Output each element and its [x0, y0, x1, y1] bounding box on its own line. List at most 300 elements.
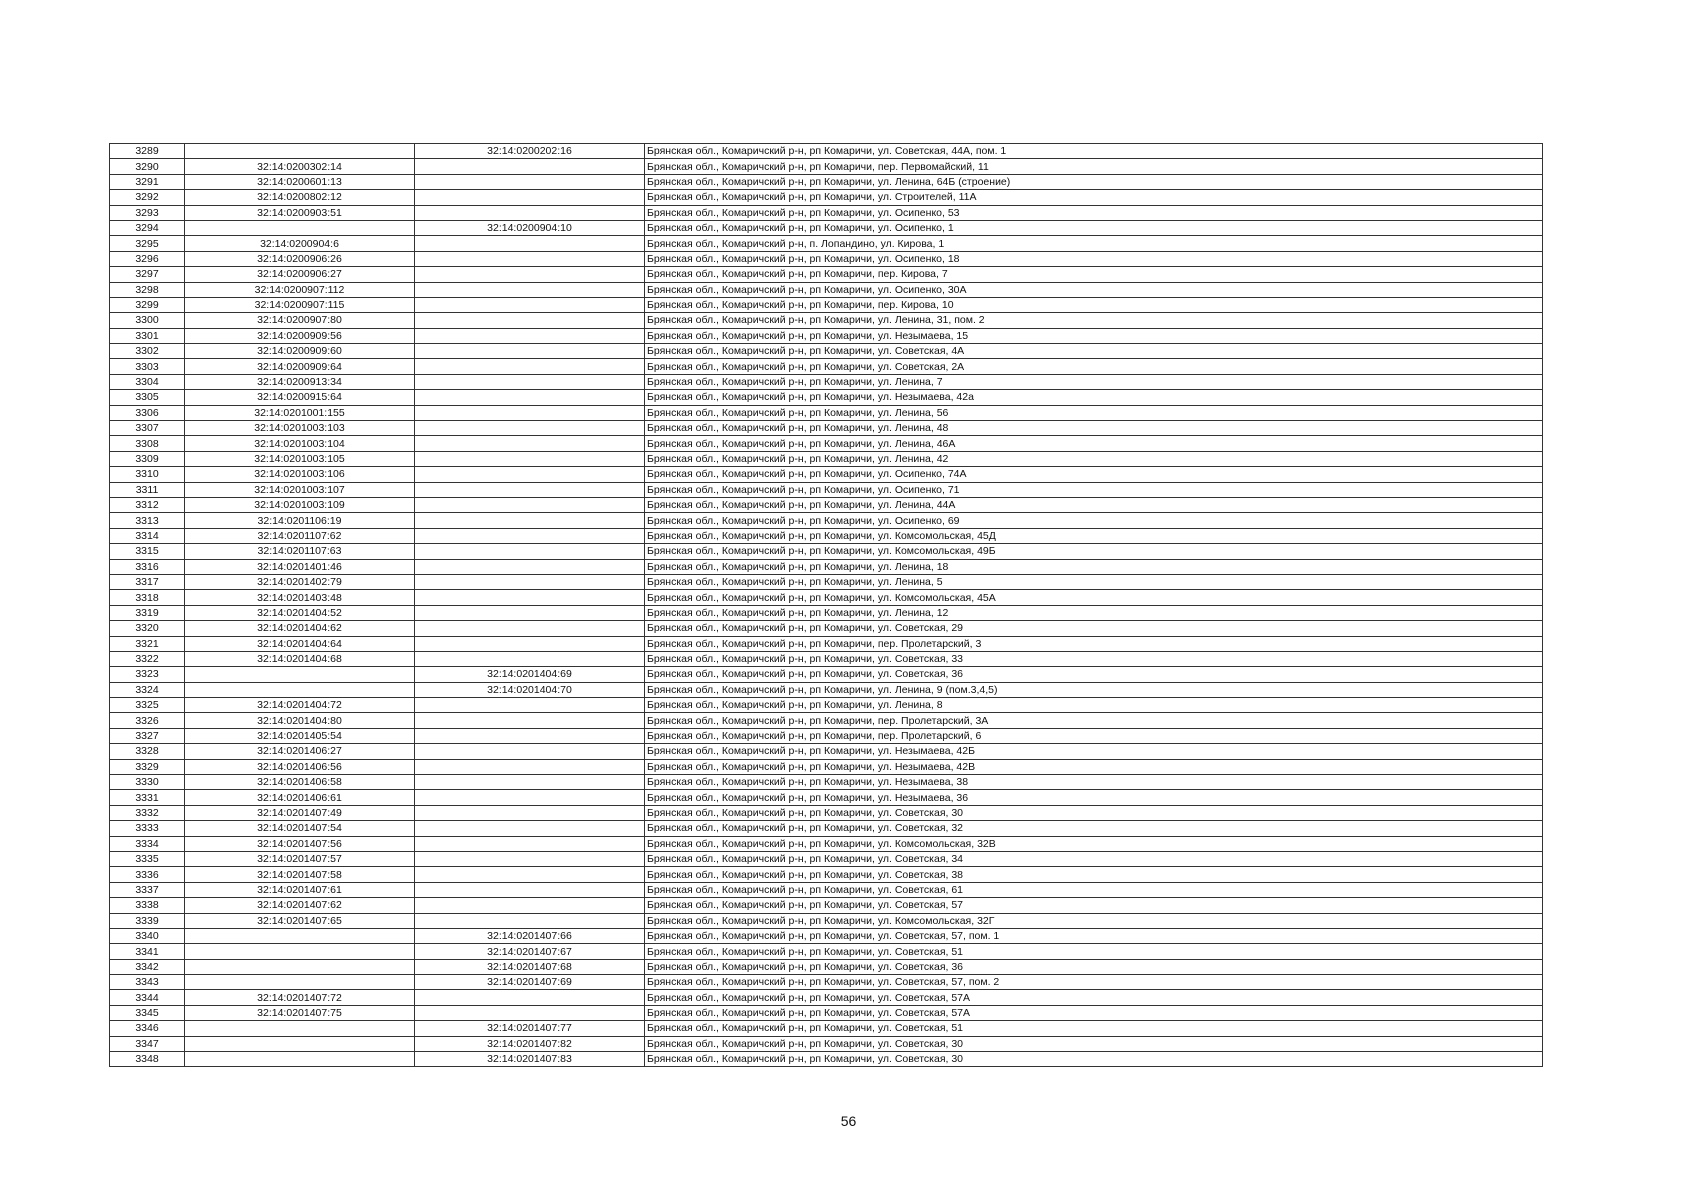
address-cell: Брянская обл., Комаричский р-н, рп Комаричи, ул. Строителей, 11А — [645, 190, 1543, 205]
cadastral-number-cell: 32:14:0201407:65 — [185, 913, 415, 928]
cadastral-number-secondary-cell: 32:14:0201404:70 — [415, 682, 645, 697]
address-cell: Брянская обл., Комаричский р-н, рп Комаричи, пер. Кирова, 10 — [645, 297, 1543, 312]
table-row — [110, 497, 1543, 512]
row-number-cell: 3321 — [110, 636, 185, 651]
address-cell: Брянская обл., Комаричский р-н, рп Комаричи, ул. Советская, 57, пом. 2 — [645, 975, 1543, 990]
cadastral-number-secondary-cell — [415, 651, 645, 666]
address-cell: Брянская обл., Комаричский р-н, рп Комаричи, пер. Кирова, 7 — [645, 267, 1543, 282]
table-row — [110, 928, 1543, 943]
row-number-cell: 3315 — [110, 544, 185, 559]
cadastral-number-cell: 32:14:0201404:80 — [185, 713, 415, 728]
cadastral-number-secondary-cell — [415, 390, 645, 405]
cadastral-number-cell: 32:14:0200601:13 — [185, 174, 415, 189]
cadastral-number-secondary-cell — [415, 528, 645, 543]
cadastral-number-secondary-cell — [415, 713, 645, 728]
address-cell: Брянская обл., Комаричский р-н, рп Комаричи, ул. Незымаева, 42а — [645, 390, 1543, 405]
cadastral-number-secondary-cell — [415, 236, 645, 251]
address-cell: Брянская обл., Комаричский р-н, рп Комаричи, ул. Осипенко, 69 — [645, 513, 1543, 528]
table-row — [110, 975, 1543, 990]
address-cell: Брянская обл., Комаричский р-н, рп Комаричи, ул. Осипенко, 18 — [645, 251, 1543, 266]
address-cell: Брянская обл., Комаричский р-н, рп Комаричи, ул. Советская, 38 — [645, 867, 1543, 882]
cadastral-number-secondary-cell: 32:14:0200202:16 — [415, 144, 645, 159]
cadastral-number-secondary-cell — [415, 898, 645, 913]
table-row — [110, 667, 1543, 682]
cadastral-number-cell: 32:14:0200907:115 — [185, 297, 415, 312]
table-row — [110, 282, 1543, 297]
table-row — [110, 405, 1543, 420]
cadastral-number-cell: 32:14:0201402:79 — [185, 574, 415, 589]
table-row — [110, 297, 1543, 312]
row-number-cell: 3333 — [110, 821, 185, 836]
cadastral-number-cell: 32:14:0200907:80 — [185, 313, 415, 328]
row-number-cell: 3342 — [110, 959, 185, 974]
cadastral-number-secondary-cell — [415, 574, 645, 589]
cadastral-number-secondary-cell — [415, 913, 645, 928]
cadastral-number-secondary-cell: 32:14:0201404:69 — [415, 667, 645, 682]
row-number-cell: 3347 — [110, 1036, 185, 1051]
cadastral-number-cell — [185, 1021, 415, 1036]
address-cell: Брянская обл., Комаричский р-н, рп Комаричи, ул. Ленина, 12 — [645, 605, 1543, 620]
table-row — [110, 636, 1543, 651]
row-number-cell: 3325 — [110, 698, 185, 713]
address-cell: Брянская обл., Комаричский р-н, рп Комаричи, ул. Незымаева, 15 — [645, 328, 1543, 343]
row-number-cell: 3348 — [110, 1052, 185, 1067]
address-cell: Брянская обл., Комаричский р-н, рп Комаричи, ул. Комсомольская, 49Б — [645, 544, 1543, 559]
table-row — [110, 867, 1543, 882]
row-number-cell: 3329 — [110, 759, 185, 774]
cadastral-number-cell: 32:14:0200302:14 — [185, 159, 415, 174]
row-number-cell: 3305 — [110, 390, 185, 405]
address-cell: Брянская обл., Комаричский р-н, рп Комаричи, ул. Ленина, 31, пом. 2 — [645, 313, 1543, 328]
address-cell: Брянская обл., Комаричский р-н, рп Комаричи, ул. Советская, 30 — [645, 1052, 1543, 1067]
row-number-cell: 3289 — [110, 144, 185, 159]
cadastral-number-secondary-cell: 32:14:0200904:10 — [415, 220, 645, 235]
cadastral-number-secondary-cell — [415, 990, 645, 1005]
cadastral-number-cell — [185, 928, 415, 943]
cadastral-number-cell: 32:14:0201404:62 — [185, 621, 415, 636]
row-number-cell: 3346 — [110, 1021, 185, 1036]
address-cell: Брянская обл., Комаричский р-н, рп Комаричи, ул. Советская, 33 — [645, 651, 1543, 666]
table-row — [110, 882, 1543, 897]
cadastral-number-cell — [185, 1036, 415, 1051]
cadastral-number-secondary-cell: 32:14:0201407:77 — [415, 1021, 645, 1036]
address-cell: Брянская обл., Комаричский р-н, рп Комаричи, ул. Советская, 30 — [645, 1036, 1543, 1051]
table-row — [110, 544, 1543, 559]
row-number-cell: 3328 — [110, 744, 185, 759]
table-row — [110, 528, 1543, 543]
address-cell: Брянская обл., Комаричский р-н, рп Комаричи, ул. Ленина, 8 — [645, 698, 1543, 713]
cadastral-number-secondary-cell — [415, 282, 645, 297]
cadastral-number-cell: 32:14:0200915:64 — [185, 390, 415, 405]
cadastral-number-cell: 32:14:0201107:63 — [185, 544, 415, 559]
cadastral-number-cell: 32:14:0201407:57 — [185, 851, 415, 866]
cadastral-number-secondary-cell — [415, 344, 645, 359]
cadastral-number-secondary-cell — [415, 497, 645, 512]
cadastral-number-secondary-cell — [415, 359, 645, 374]
table-row — [110, 190, 1543, 205]
row-number-cell: 3334 — [110, 836, 185, 851]
row-number-cell: 3296 — [110, 251, 185, 266]
row-number-cell: 3300 — [110, 313, 185, 328]
cadastral-number-cell: 32:14:0201405:54 — [185, 728, 415, 743]
table-row — [110, 1052, 1543, 1067]
cadastral-number-secondary-cell — [415, 436, 645, 451]
address-cell: Брянская обл., Комаричский р-н, рп Комаричи, ул. Осипенко, 53 — [645, 205, 1543, 220]
cadastral-number-cell: 32:14:0200907:112 — [185, 282, 415, 297]
cadastral-number-secondary-cell: 32:14:0201407:83 — [415, 1052, 645, 1067]
row-number-cell: 3339 — [110, 913, 185, 928]
address-cell: Брянская обл., Комаричский р-н, рп Комаричи, ул. Ленина, 9 (пом.3,4,5) — [645, 682, 1543, 697]
table-row — [110, 359, 1543, 374]
address-cell: Брянская обл., Комаричский р-н, рп Комаричи, ул. Советская, 36 — [645, 667, 1543, 682]
address-cell: Брянская обл., Комаричский р-н, рп Комаричи, ул. Осипенко, 30А — [645, 282, 1543, 297]
table-row — [110, 913, 1543, 928]
row-number-cell: 3337 — [110, 882, 185, 897]
row-number-cell: 3314 — [110, 528, 185, 543]
cadastral-number-cell: 32:14:0201003:104 — [185, 436, 415, 451]
row-number-cell: 3301 — [110, 328, 185, 343]
table-row — [110, 836, 1543, 851]
address-cell: Брянская обл., Комаричский р-н, рп Комаричи, пер. Пролетарский, 6 — [645, 728, 1543, 743]
table-row — [110, 790, 1543, 805]
address-cell: Брянская обл., Комаричский р-н, рп Комаричи, ул. Советская, 51 — [645, 1021, 1543, 1036]
address-cell: Брянская обл., Комаричский р-н, рп Комаричи, ул. Ленина, 44А — [645, 497, 1543, 512]
row-number-cell: 3327 — [110, 728, 185, 743]
row-number-cell: 3306 — [110, 405, 185, 420]
cadastral-number-cell: 32:14:0201404:68 — [185, 651, 415, 666]
cadastral-number-cell: 32:14:0200909:64 — [185, 359, 415, 374]
table-row — [110, 744, 1543, 759]
cadastral-number-secondary-cell — [415, 405, 645, 420]
row-number-cell: 3319 — [110, 605, 185, 620]
address-cell: Брянская обл., Комаричский р-н, рп Комаричи, ул. Осипенко, 74А — [645, 467, 1543, 482]
row-number-cell: 3302 — [110, 344, 185, 359]
table-row — [110, 205, 1543, 220]
row-number-cell: 3341 — [110, 944, 185, 959]
row-number-cell: 3297 — [110, 267, 185, 282]
cadastral-number-cell: 32:14:0201106:19 — [185, 513, 415, 528]
row-number-cell: 3313 — [110, 513, 185, 528]
row-number-cell: 3291 — [110, 174, 185, 189]
cadastral-number-secondary-cell — [415, 451, 645, 466]
address-cell: Брянская обл., Комаричский р-н, рп Комаричи, ул. Ленина, 64Б (строение) — [645, 174, 1543, 189]
cadastral-number-secondary-cell — [415, 636, 645, 651]
row-number-cell: 3295 — [110, 236, 185, 251]
row-number-cell: 3322 — [110, 651, 185, 666]
cadastral-number-secondary-cell — [415, 790, 645, 805]
address-cell: Брянская обл., Комаричский р-н, рп Комаричи, ул. Советская, 57А — [645, 990, 1543, 1005]
address-cell: Брянская обл., Комаричский р-н, рп Комаричи, ул. Советская, 57А — [645, 1005, 1543, 1020]
row-number-cell: 3294 — [110, 220, 185, 235]
address-cell: Брянская обл., Комаричский р-н, рп Комаричи, ул. Комсомольская, 32Г — [645, 913, 1543, 928]
row-number-cell: 3335 — [110, 851, 185, 866]
cadastral-number-secondary-cell — [415, 775, 645, 790]
address-cell: Брянская обл., Комаричский р-н, рп Комаричи, ул. Советская, 57, пом. 1 — [645, 928, 1543, 943]
cadastral-number-cell: 32:14:0201003:105 — [185, 451, 415, 466]
cadastral-number-cell: 32:14:0200903:51 — [185, 205, 415, 220]
cadastral-number-cell: 32:14:0201401:46 — [185, 559, 415, 574]
cadastral-number-secondary-cell — [415, 605, 645, 620]
address-cell: Брянская обл., Комаричский р-н, рп Комаричи, ул. Ленина, 48 — [645, 421, 1543, 436]
row-number-cell: 3332 — [110, 805, 185, 820]
row-number-cell: 3340 — [110, 928, 185, 943]
row-number-cell: 3308 — [110, 436, 185, 451]
cadastral-number-cell: 32:14:0201407:58 — [185, 867, 415, 882]
cadastral-number-cell: 32:14:0201406:56 — [185, 759, 415, 774]
cadastral-number-cell: 32:14:0201406:27 — [185, 744, 415, 759]
cadastral-number-cell — [185, 944, 415, 959]
cadastral-number-cell — [185, 682, 415, 697]
table-row — [110, 1021, 1543, 1036]
cadastral-number-cell: 32:14:0201404:72 — [185, 698, 415, 713]
cadastral-number-secondary-cell — [415, 190, 645, 205]
address-cell: Брянская обл., Комаричский р-н, рп Комаричи, ул. Комсомольская, 32В — [645, 836, 1543, 851]
address-cell: Брянская обл., Комаричский р-н, рп Комаричи, пер. Пролетарский, 3А — [645, 713, 1543, 728]
row-number-cell: 3344 — [110, 990, 185, 1005]
address-cell: Брянская обл., Комаричский р-н, рп Комаричи, ул. Советская, 34 — [645, 851, 1543, 866]
address-cell: Брянская обл., Комаричский р-н, рп Комаричи, пер. Пролетарский, 3 — [645, 636, 1543, 651]
table-row — [110, 574, 1543, 589]
address-cell: Брянская обл., Комаричский р-н, рп Комаричи, ул. Незымаева, 42В — [645, 759, 1543, 774]
cadastral-number-secondary-cell — [415, 559, 645, 574]
row-number-cell: 3320 — [110, 621, 185, 636]
row-number-cell: 3298 — [110, 282, 185, 297]
cadastral-number-secondary-cell — [415, 374, 645, 389]
cadastral-number-cell: 32:14:0201001:155 — [185, 405, 415, 420]
address-cell: Брянская обл., Комаричский р-н, рп Комаричи, пер. Первомайский, 11 — [645, 159, 1543, 174]
table-row — [110, 267, 1543, 282]
cadastral-number-cell: 32:14:0200909:60 — [185, 344, 415, 359]
table-row — [110, 174, 1543, 189]
cadastral-number-cell: 32:14:0200906:26 — [185, 251, 415, 266]
cadastral-number-cell: 32:14:0201003:106 — [185, 467, 415, 482]
cadastral-number-secondary-cell — [415, 882, 645, 897]
address-cell: Брянская обл., Комаричский р-н, рп Комаричи, ул. Советская, 61 — [645, 882, 1543, 897]
table-row — [110, 159, 1543, 174]
cadastral-number-secondary-cell — [415, 836, 645, 851]
address-cell: Брянская обл., Комаричский р-н, рп Комаричи, ул. Незымаева, 42Б — [645, 744, 1543, 759]
cadastral-number-cell: 32:14:0201407:56 — [185, 836, 415, 851]
table-row — [110, 959, 1543, 974]
cadastral-number-secondary-cell — [415, 590, 645, 605]
cadastral-number-secondary-cell: 32:14:0201407:82 — [415, 1036, 645, 1051]
page-number: 56 — [840, 1113, 857, 1129]
cadastral-number-cell — [185, 959, 415, 974]
row-number-cell: 3303 — [110, 359, 185, 374]
address-cell: Брянская обл., Комаричский р-н, рп Комаричи, ул. Ленина, 7 — [645, 374, 1543, 389]
cadastral-number-cell: 32:14:0200802:12 — [185, 190, 415, 205]
address-cell: Брянская обл., Комаричский р-н, рп Комаричи, ул. Ленина, 56 — [645, 405, 1543, 420]
table-row — [110, 944, 1543, 959]
table-row — [110, 328, 1543, 343]
table-row — [110, 467, 1543, 482]
address-cell: Брянская обл., Комаричский р-н, рп Комаричи, ул. Советская, 51 — [645, 944, 1543, 959]
cadastral-number-cell: 32:14:0201407:49 — [185, 805, 415, 820]
table-row — [110, 559, 1543, 574]
cadastral-number-secondary-cell — [415, 1005, 645, 1020]
cadastral-number-cell: 32:14:0200913:34 — [185, 374, 415, 389]
cadastral-number-secondary-cell: 32:14:0201407:68 — [415, 959, 645, 974]
table-row — [110, 682, 1543, 697]
row-number-cell: 3309 — [110, 451, 185, 466]
address-cell: Брянская обл., Комаричский р-н, рп Комаричи, ул. Осипенко, 1 — [645, 220, 1543, 235]
row-number-cell: 3307 — [110, 421, 185, 436]
address-cell: Брянская обл., Комаричский р-н, рп Комаричи, ул. Незымаева, 38 — [645, 775, 1543, 790]
address-cell: Брянская обл., Комаричский р-н, п. Лопандино, ул. Кирова, 1 — [645, 236, 1543, 251]
row-number-cell: 3326 — [110, 713, 185, 728]
table-row — [110, 1005, 1543, 1020]
address-cell: Брянская обл., Комаричский р-н, рп Комаричи, ул. Ленина, 5 — [645, 574, 1543, 589]
cadastral-number-cell: 32:14:0201403:48 — [185, 590, 415, 605]
row-number-cell: 3318 — [110, 590, 185, 605]
row-number-cell: 3311 — [110, 482, 185, 497]
table-row — [110, 851, 1543, 866]
address-cell: Брянская обл., Комаричский р-н, рп Комаричи, ул. Советская, 2А — [645, 359, 1543, 374]
cadastral-number-cell: 32:14:0201406:61 — [185, 790, 415, 805]
table-row — [110, 436, 1543, 451]
address-cell: Брянская обл., Комаричский р-н, рп Комаричи, ул. Советская, 30 — [645, 805, 1543, 820]
cadastral-number-secondary-cell — [415, 851, 645, 866]
row-number-cell: 3310 — [110, 467, 185, 482]
cadastral-number-cell — [185, 667, 415, 682]
cadastral-number-cell — [185, 1052, 415, 1067]
property-registry-table — [109, 143, 1543, 1067]
cadastral-number-secondary-cell — [415, 621, 645, 636]
cadastral-number-cell: 32:14:0201107:62 — [185, 528, 415, 543]
table-row — [110, 651, 1543, 666]
cadastral-number-secondary-cell — [415, 267, 645, 282]
cadastral-number-secondary-cell — [415, 544, 645, 559]
address-cell: Брянская обл., Комаричский р-н, рп Комаричи, ул. Советская, 44А, пом. 1 — [645, 144, 1543, 159]
cadastral-number-cell: 32:14:0201407:54 — [185, 821, 415, 836]
table-row — [110, 775, 1543, 790]
row-number-cell: 3345 — [110, 1005, 185, 1020]
row-number-cell: 3293 — [110, 205, 185, 220]
table-row — [110, 1036, 1543, 1051]
cadastral-number-cell: 32:14:0200904:6 — [185, 236, 415, 251]
table-row — [110, 805, 1543, 820]
cadastral-number-cell: 32:14:0201404:64 — [185, 636, 415, 651]
address-cell: Брянская обл., Комаричский р-н, рп Комаричи, ул. Советская, 32 — [645, 821, 1543, 836]
table-row — [110, 990, 1543, 1005]
address-cell: Брянская обл., Комаричский р-н, рп Комаричи, ул. Комсомольская, 45Д — [645, 528, 1543, 543]
cadastral-number-secondary-cell: 32:14:0201407:67 — [415, 944, 645, 959]
cadastral-number-secondary-cell — [415, 297, 645, 312]
row-number-cell: 3312 — [110, 497, 185, 512]
table-row — [110, 236, 1543, 251]
table-row — [110, 513, 1543, 528]
cadastral-number-secondary-cell — [415, 159, 645, 174]
table-row — [110, 220, 1543, 235]
row-number-cell: 3299 — [110, 297, 185, 312]
cadastral-number-cell: 32:14:0201406:58 — [185, 775, 415, 790]
cadastral-number-secondary-cell — [415, 313, 645, 328]
table-row — [110, 374, 1543, 389]
row-number-cell: 3292 — [110, 190, 185, 205]
cadastral-number-cell: 32:14:0201003:109 — [185, 497, 415, 512]
row-number-cell: 3331 — [110, 790, 185, 805]
cadastral-number-cell: 32:14:0201407:61 — [185, 882, 415, 897]
table-row — [110, 759, 1543, 774]
row-number-cell: 3316 — [110, 559, 185, 574]
row-number-cell: 3290 — [110, 159, 185, 174]
table-row — [110, 713, 1543, 728]
table-row — [110, 621, 1543, 636]
cadastral-number-cell: 32:14:0201404:52 — [185, 605, 415, 620]
cadastral-number-secondary-cell: 32:14:0201407:69 — [415, 975, 645, 990]
row-number-cell: 3304 — [110, 374, 185, 389]
row-number-cell: 3323 — [110, 667, 185, 682]
address-cell: Брянская обл., Комаричский р-н, рп Комаричи, ул. Ленина, 18 — [645, 559, 1543, 574]
table-row — [110, 590, 1543, 605]
row-number-cell: 3343 — [110, 975, 185, 990]
row-number-cell: 3317 — [110, 574, 185, 589]
cadastral-number-cell: 32:14:0201407:75 — [185, 1005, 415, 1020]
cadastral-number-cell: 32:14:0201003:103 — [185, 421, 415, 436]
row-number-cell: 3338 — [110, 898, 185, 913]
table-row — [110, 390, 1543, 405]
table-row — [110, 898, 1543, 913]
address-cell: Брянская обл., Комаричский р-н, рп Комаричи, ул. Незымаева, 36 — [645, 790, 1543, 805]
address-cell: Брянская обл., Комаричский р-н, рп Комаричи, ул. Советская, 36 — [645, 959, 1543, 974]
cadastral-number-cell — [185, 975, 415, 990]
cadastral-number-secondary-cell — [415, 482, 645, 497]
cadastral-number-secondary-cell — [415, 759, 645, 774]
cadastral-number-secondary-cell — [415, 698, 645, 713]
address-cell: Брянская обл., Комаричский р-н, рп Комаричи, ул. Советская, 29 — [645, 621, 1543, 636]
cadastral-number-secondary-cell — [415, 174, 645, 189]
cadastral-number-secondary-cell — [415, 867, 645, 882]
cadastral-number-secondary-cell — [415, 728, 645, 743]
cadastral-number-secondary-cell — [415, 421, 645, 436]
cadastral-number-cell — [185, 220, 415, 235]
row-number-cell: 3336 — [110, 867, 185, 882]
cadastral-number-cell: 32:14:0201407:62 — [185, 898, 415, 913]
table-row — [110, 728, 1543, 743]
cadastral-number-cell: 32:14:0200909:56 — [185, 328, 415, 343]
cadastral-number-secondary-cell — [415, 328, 645, 343]
table-row — [110, 482, 1543, 497]
cadastral-number-secondary-cell: 32:14:0201407:66 — [415, 928, 645, 943]
table-row — [110, 313, 1543, 328]
cadastral-number-secondary-cell — [415, 513, 645, 528]
cadastral-number-secondary-cell — [415, 251, 645, 266]
address-cell: Брянская обл., Комаричский р-н, рп Комаричи, ул. Советская, 4А — [645, 344, 1543, 359]
table-row — [110, 698, 1543, 713]
address-cell: Брянская обл., Комаричский р-н, рп Комаричи, ул. Ленина, 46А — [645, 436, 1543, 451]
address-cell: Брянская обл., Комаричский р-н, рп Комаричи, ул. Осипенко, 71 — [645, 482, 1543, 497]
table-row — [110, 344, 1543, 359]
cadastral-number-cell: 32:14:0200906:27 — [185, 267, 415, 282]
address-cell: Брянская обл., Комаричский р-н, рп Комаричи, ул. Комсомольская, 45А — [645, 590, 1543, 605]
address-cell: Брянская обл., Комаричский р-н, рп Комаричи, ул. Ленина, 42 — [645, 451, 1543, 466]
table-row — [110, 421, 1543, 436]
cadastral-number-cell: 32:14:0201003:107 — [185, 482, 415, 497]
cadastral-number-secondary-cell — [415, 805, 645, 820]
cadastral-number-secondary-cell — [415, 821, 645, 836]
table-row — [110, 605, 1543, 620]
cadastral-number-secondary-cell — [415, 467, 645, 482]
address-cell: Брянская обл., Комаричский р-н, рп Комаричи, ул. Советская, 57 — [645, 898, 1543, 913]
table-row — [110, 144, 1543, 159]
table-row — [110, 251, 1543, 266]
table-row — [110, 821, 1543, 836]
cadastral-number-secondary-cell — [415, 205, 645, 220]
cadastral-number-secondary-cell — [415, 744, 645, 759]
row-number-cell: 3324 — [110, 682, 185, 697]
row-number-cell: 3330 — [110, 775, 185, 790]
cadastral-number-cell — [185, 144, 415, 159]
